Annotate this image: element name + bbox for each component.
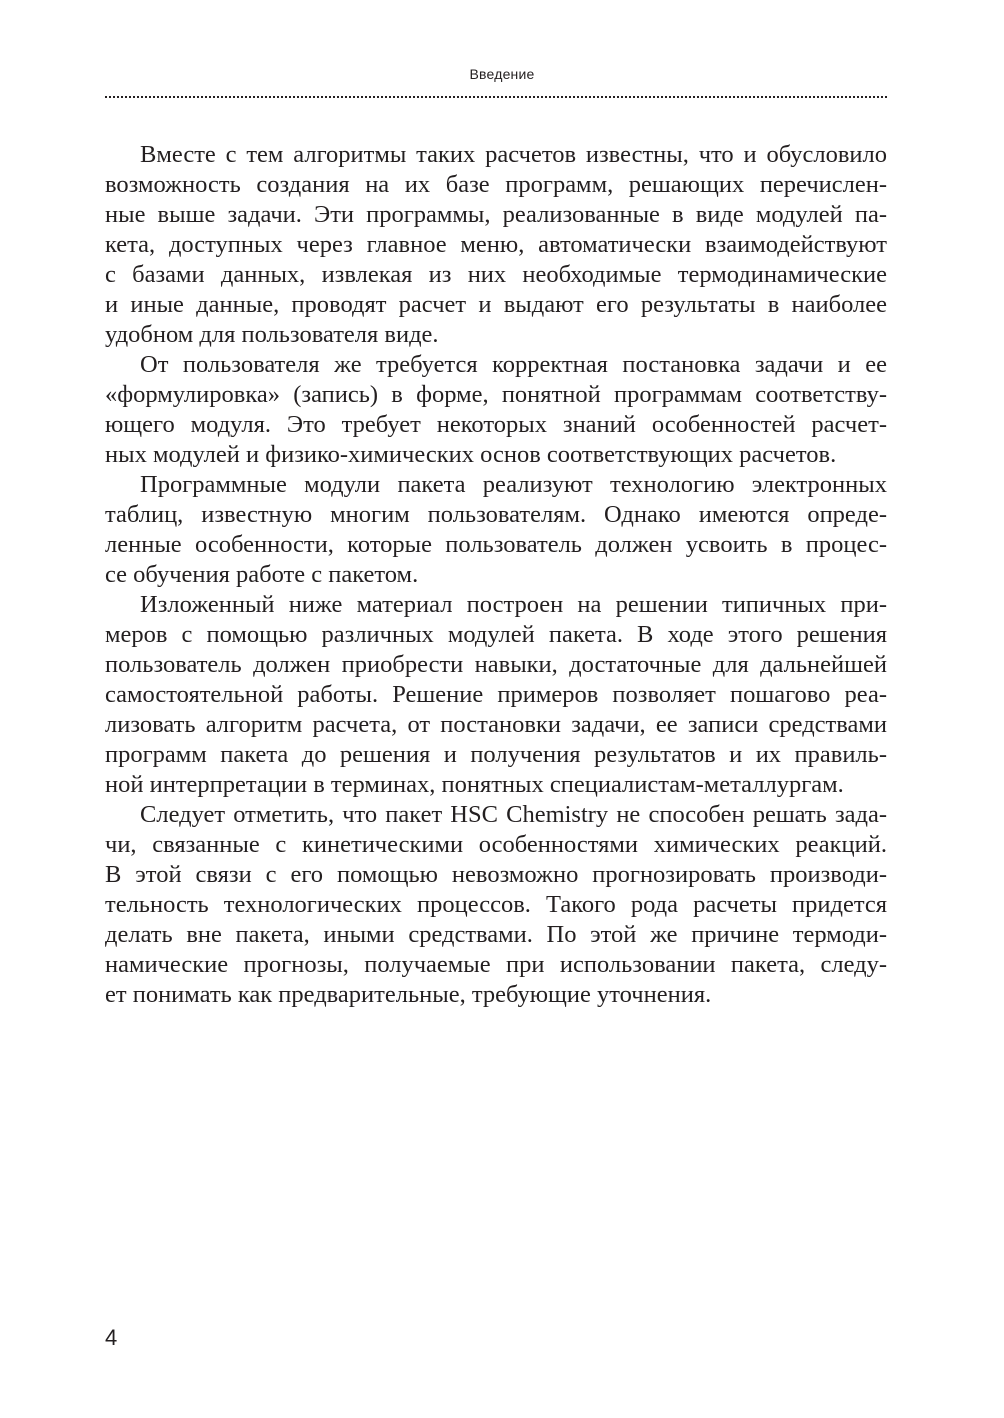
text-line: От пользователя же требуется корректная постановка задачи и ее [140, 351, 887, 378]
text-line: ленные особенности, которые пользователь должен усвоить в процес- [105, 531, 887, 558]
text-line: тельность технологических процессов. Такого рода расчеты придется [105, 891, 887, 918]
text-line: ные выше задачи. Эти программы, реализованные в виде модулей па- [105, 201, 887, 228]
text-line: Изложенный ниже материал построен на решении типичных при- [140, 591, 887, 618]
text-line: Следует отметить, что пакет HSC Chemistry не способен решать зада- [140, 801, 887, 828]
text-line: Программные модули пакета реализуют технологию электронных [140, 471, 887, 498]
text-line: делать вне пакета, иными средствами. По этой же причине термоди- [105, 921, 887, 948]
text-line: чи, связанные с кинетическими особенностями химических реакций. [105, 831, 887, 858]
text-line: пользователь должен приобрести навыки, достаточные для дальнейшей [105, 651, 887, 678]
text-line: возможность создания на их базе программ, решающих перечислен- [105, 171, 887, 198]
page-number: 4 [105, 1325, 118, 1350]
paragraph-3 [105, 470, 887, 590]
running-head-title: Введение [469, 66, 535, 82]
text-line: программ пакета до решения и получения результатов и их правиль- [105, 741, 887, 768]
text-line: В этой связи с его помощью невозможно прогнозировать производи- [105, 861, 887, 888]
text-line: и иные данные, проводят расчет и выдают его результаты в наиболее [105, 291, 887, 318]
text-line: ет понимать как предварительные, требующие уточнения. [105, 981, 712, 1008]
text-line: меров с помощью различных модулей пакета. В ходе этого решения [105, 621, 887, 648]
text-line: удобном для пользователя виде. [105, 321, 439, 348]
text-line: се обучения работе с пакетом. [105, 561, 419, 588]
paragraph-2 [105, 350, 887, 470]
header-dotted-rule [105, 96, 887, 98]
text-line: с базами данных, извлекая из них необходимые термодинамические [105, 261, 887, 288]
text-line: намические прогнозы, получаемые при использовании пакета, следу- [105, 951, 887, 978]
paragraph-4 [105, 590, 887, 800]
text-line: ющего модуля. Это требует некоторых знаний особенностей расчет- [105, 411, 887, 438]
paragraph-5 [105, 800, 887, 1010]
body-text [105, 140, 887, 1010]
text-line: самостоятельной работы. Решение примеров позволяет пошагово реа- [105, 681, 887, 708]
text-line: «формулировка» (запись) в форме, понятной программам соответству- [105, 381, 887, 408]
text-line: ных модулей и физико-химических основ соответствующих расчетов. [105, 441, 837, 468]
paragraph-1 [105, 140, 887, 350]
text-line: таблиц, известную многим пользователям. Однако имеются опреде- [105, 501, 887, 528]
text-line: ной интерпретации в терминах, понятных специалистам-металлургам. [105, 771, 844, 798]
text-line: лизовать алгоритм расчета, от постановки задачи, ее записи средствами [105, 711, 887, 738]
text-line: Вместе с тем алгоритмы таких расчетов известны, что и обусловило [140, 141, 887, 168]
text-line: кета, доступных через главное меню, автоматически взаимодействуют [105, 231, 887, 258]
